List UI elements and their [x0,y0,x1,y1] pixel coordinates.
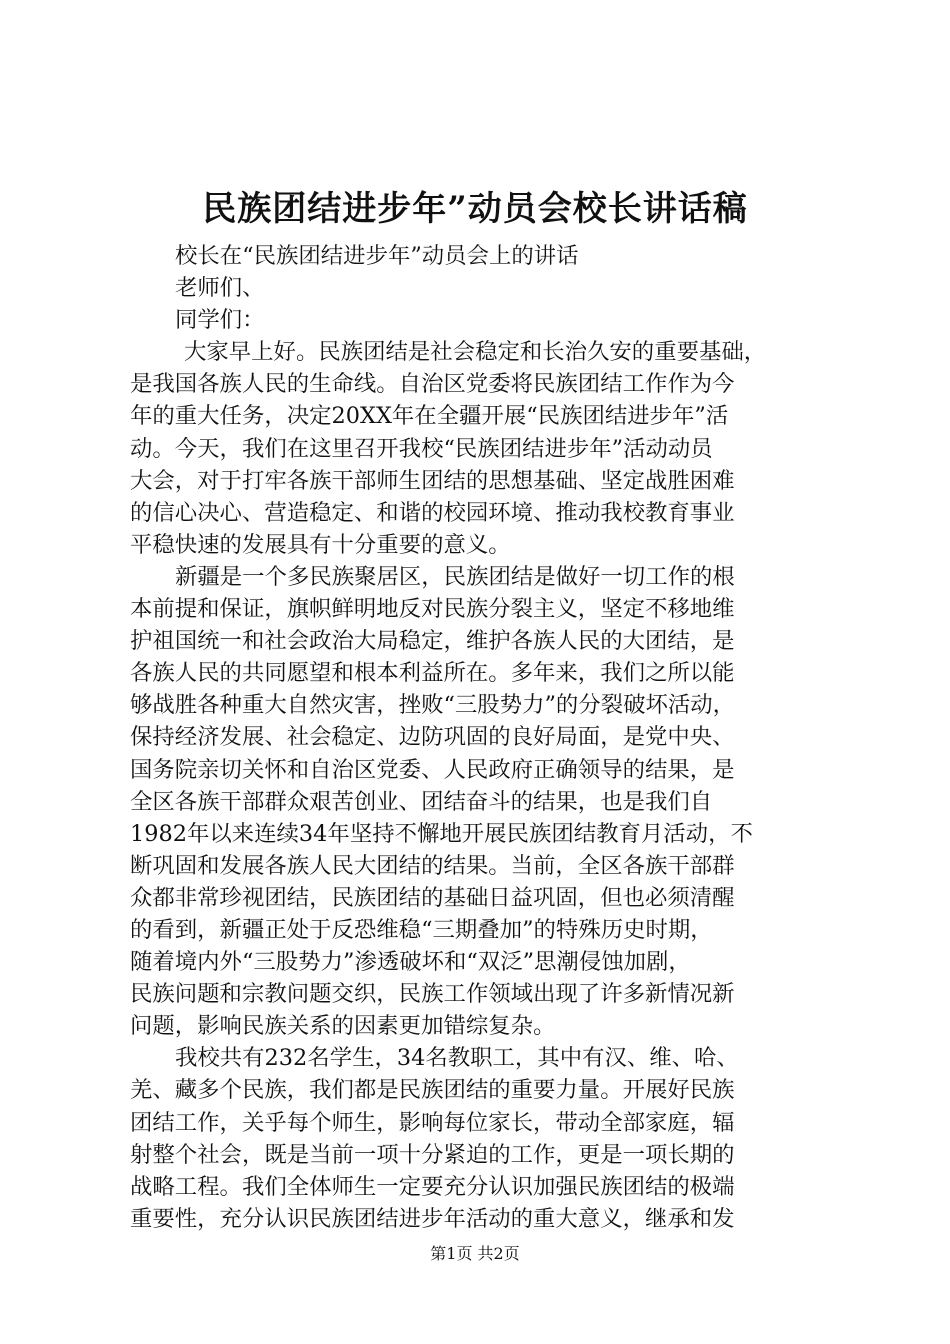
paragraph-line: 我校共有232名学生，34名教职工，其中有汉、维、哈、 [175,1045,739,1072]
paragraph-line: 各族人民的共同愿望和根本利益所在。多年来，我们之所以能 [130,660,735,687]
paragraph-line: 问题，影响民族关系的因素更加错综复杂。 [130,1013,556,1040]
paragraph-line: 本前提和保证，旗帜鲜明地反对民族分裂主义，坚定不移地维 [130,596,735,623]
paragraph-line: 羌、藏多个民族，我们都是民族团结的重要力量。开展好民族 [130,1077,735,1104]
paragraph-line: 国务院亲切关怀和自治区党委、人民政府正确领导的结果，是 [130,756,735,783]
paragraph-line: 团结工作，关乎每个师生，影响每位家长，带动全部家庭，辐 [130,1109,735,1136]
paragraph-line: 战略工程。我们全体师生一定要充分认识加强民族团结的极端 [130,1173,735,1200]
paragraph-line: 民族问题和宗教问题交织，民族工作领域出现了许多新情况新 [130,981,735,1008]
paragraph-line: 保持经济发展、社会稳定、边防巩固的良好局面，是党中央、 [130,724,735,751]
paragraph-line: 断巩固和发展各族人民大团结的结果。当前，全区各族干部群 [130,852,735,879]
paragraph-line: 的信心决心、营造稳定、和谐的校园环境、推动我校教育事业 [130,499,735,526]
paragraph-line: 大会，对于打牢各族干部师生团结的思想基础、坚定战胜困难 [130,467,735,494]
paragraph-line: 护祖国统一和社会政治大局稳定，维护各族人民的大团结，是 [130,628,735,655]
salutation-line: 同学们： [175,307,265,334]
paragraph-line: 随着境内外“三股势力”渗透破坏和“双泛”思潮侵蚀加剧， [130,949,691,976]
paragraph-line: 射整个社会，既是当前一项十分紧迫的工作，更是一项长期的 [130,1141,735,1168]
subtitle-line: 校长在“民族团结进步年”动员会上的讲话 [175,243,579,269]
paragraph-line: 的看到，新疆正处于反恐维稳“三期叠加”的特殊历史时期， [130,916,713,943]
page-number-footer: 第1页 共2页 [430,1244,520,1263]
paragraph-line: 1982年以来连续34年坚持不懈地开展民族团结教育月活动，不 [130,820,753,847]
document-title: 民族团结进步年”动员会校长讲话稿 [202,189,748,229]
paragraph-line: 动。今天，我们在这里召开我校“民族团结进步年”活动动员 [130,435,713,462]
paragraph-line: 重要性，充分认识民族团结进步年活动的重大意义，继承和发 [130,1205,735,1232]
paragraph-line: 新疆是一个多民族聚居区，民族团结是做好一切工作的根 [175,563,735,590]
paragraph-line: 众都非常珍视团结，民族团结的基础日益巩固，但也必须清醒 [130,884,735,911]
paragraph-line: 平稳快速的发展具有十分重要的意义。 [130,531,511,558]
paragraph-line: 是我国各族人民的生命线。自治区党委将民族团结工作作为今 [130,371,735,398]
salutation-line: 老师们、 [175,275,265,302]
paragraph-line: 够战胜各种重大自然灾害，挫败“三股势力”的分裂破坏活动， [130,692,736,719]
paragraph-line: 大家早上好。民族团结是社会稳定和长治久安的重要基础， [184,339,767,366]
document-body [130,240,842,1235]
paragraph-line: 全区各族干部群众艰苦创业、团结奋斗的结果，也是我们自 [130,788,713,815]
paragraph-line: 年的重大任务，决定20XX年在全疆开展“民族团结进步年”活 [130,403,729,430]
